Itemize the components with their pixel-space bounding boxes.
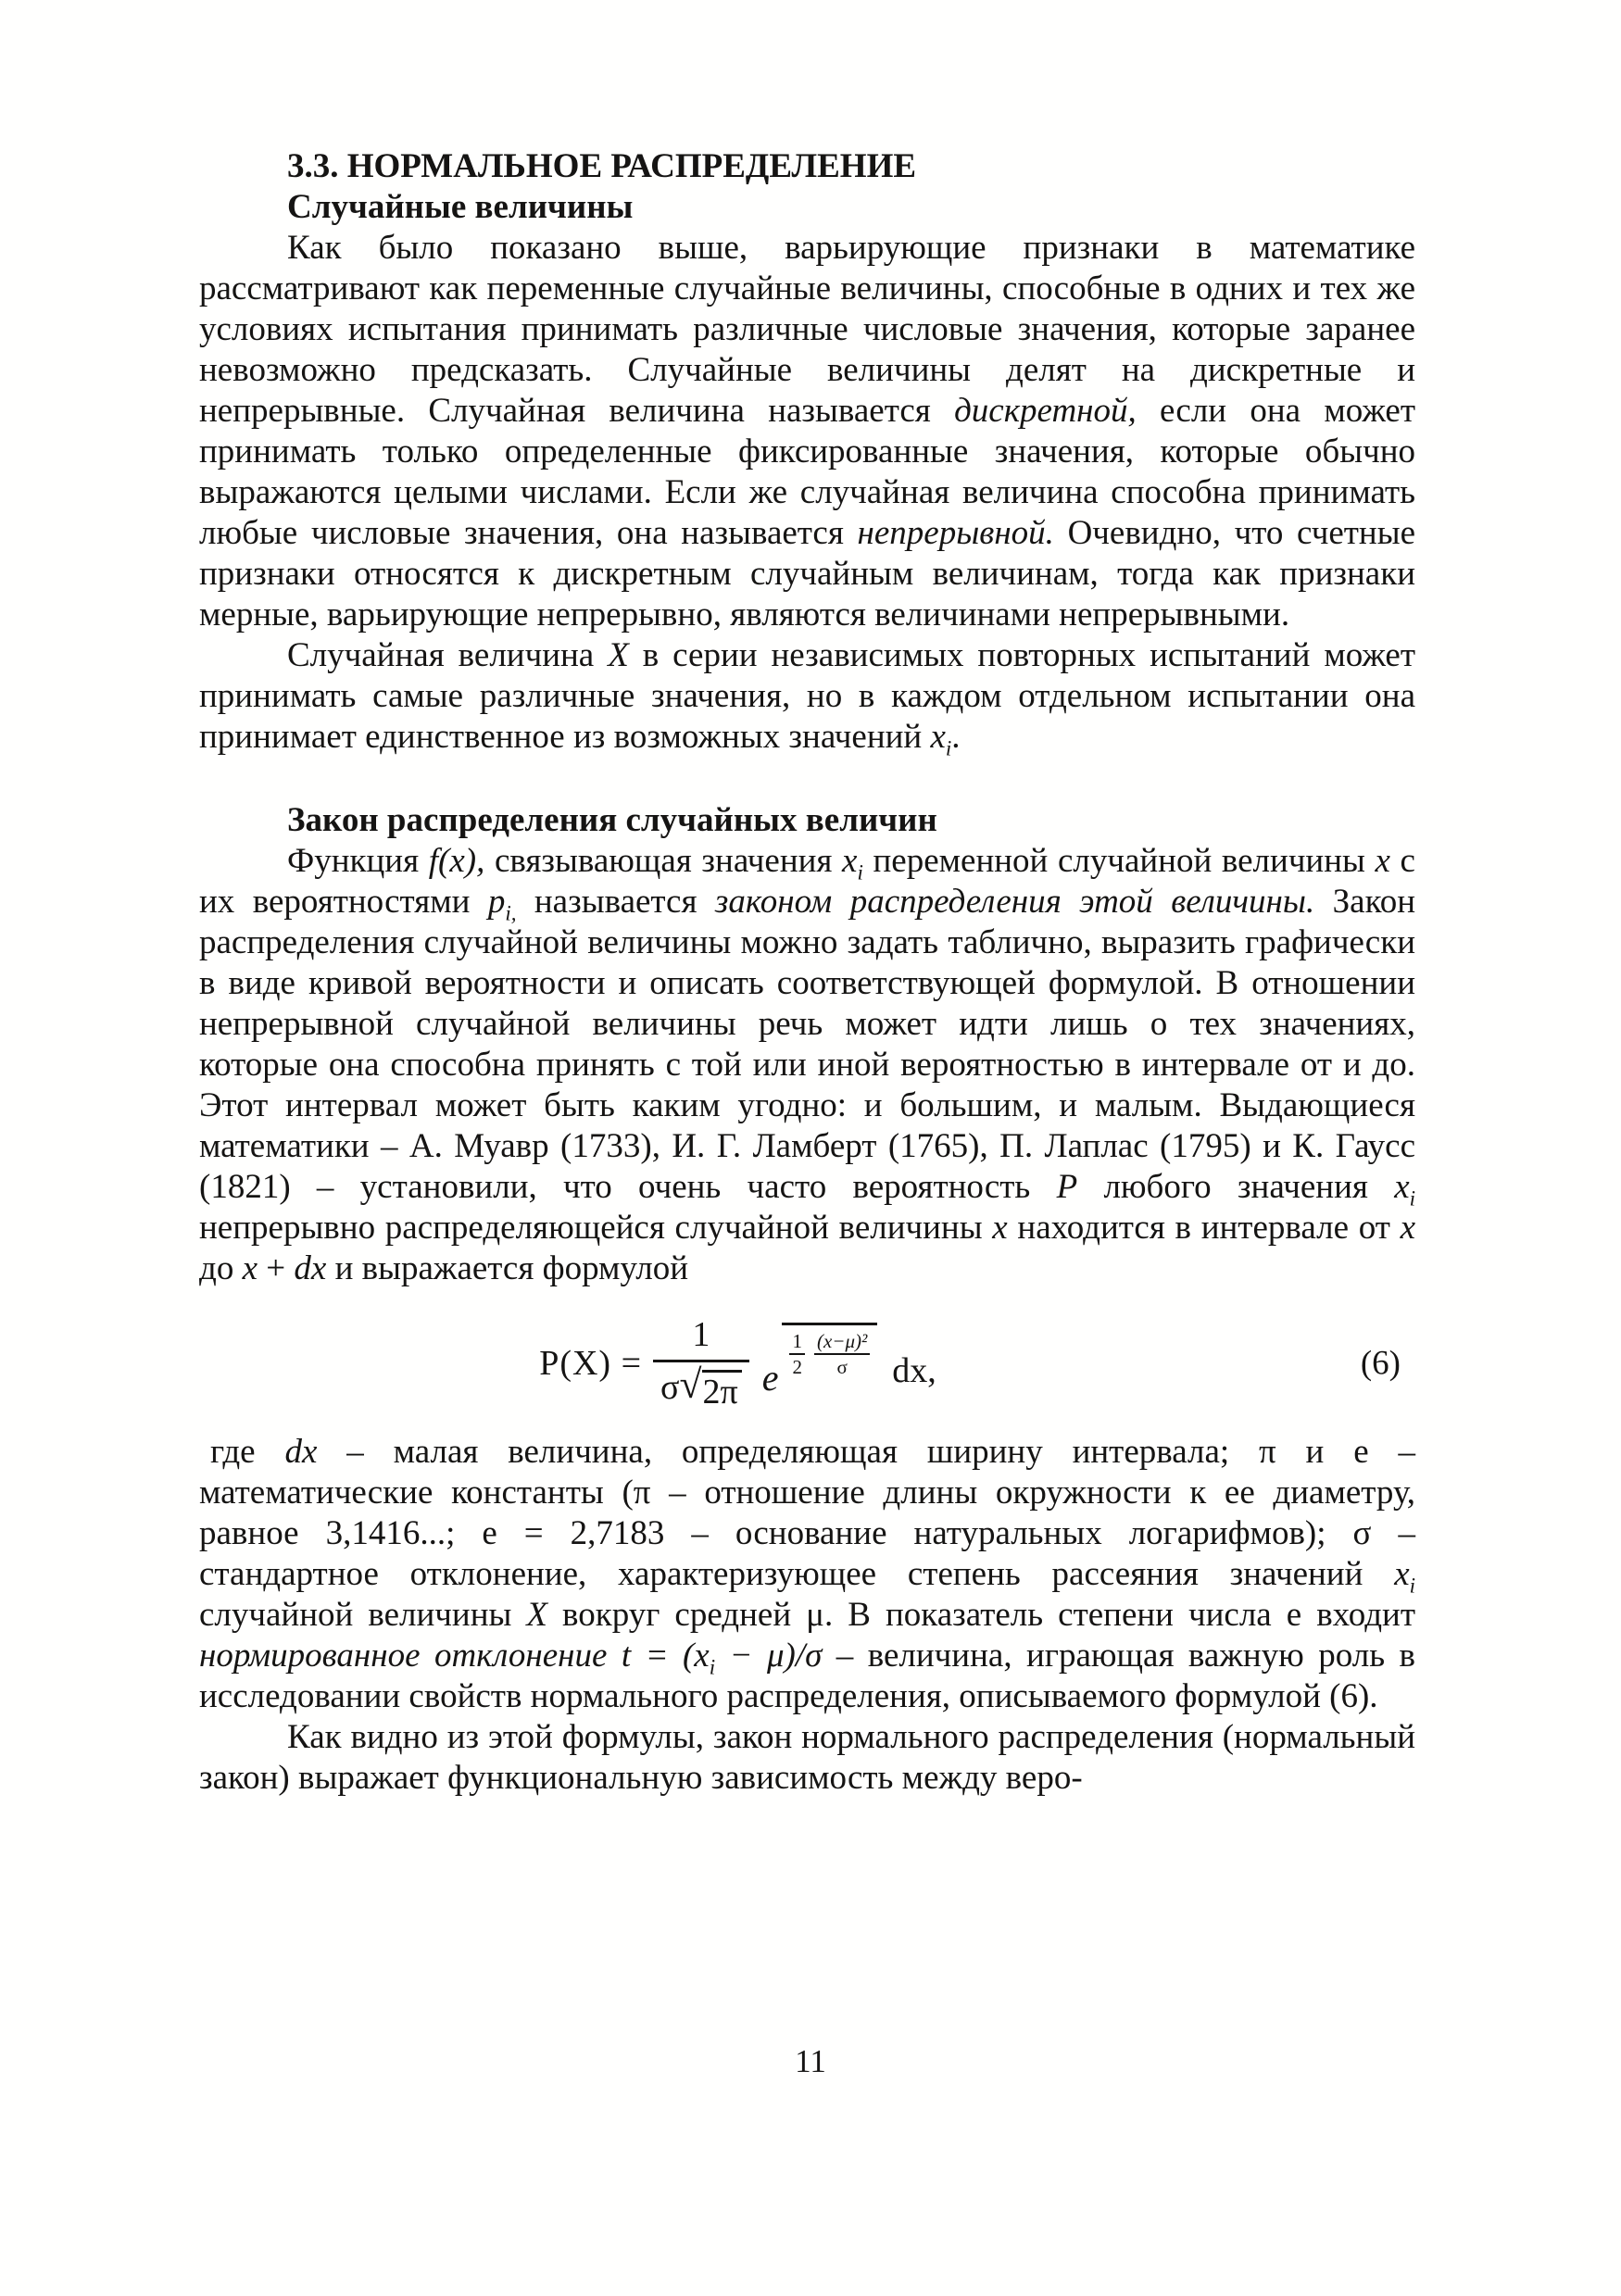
paragraph <box>199 1432 1415 1717</box>
paragraph <box>199 635 1415 758</box>
text-run: x <box>1394 1555 1410 1593</box>
subscript-text: i <box>857 860 863 885</box>
text-run: любого значения <box>1077 1168 1395 1206</box>
text-run: связывающая значения <box>484 842 843 880</box>
text-run: случайной величины <box>199 1596 527 1634</box>
text-run: находится в интервале от <box>1007 1209 1401 1247</box>
text-run: Закон распределения случайной величины можно задать таблично, выразить графически в виде кривой вероятности и описать соответствующей формулой. В отношении непрерывной случайной величины речь может идти лишь о тех значениях, которые она способна принять с той или иной вероятностью в интервале от и до. Этот интервал может быть каким угодно: и большим, и малым. Выдающиеся математики – А. Муавр (1733), И. Г. Ламберт (1765), П. Лаплас (1795) и К. Гаусс (1821) – установили, что очень часто вероятность <box>199 883 1415 1206</box>
text-run: и выражается формулой <box>326 1249 689 1287</box>
text-run: P <box>1056 1168 1078 1206</box>
exponent-fraction-2 <box>814 1330 870 1378</box>
text-run: − μ)/σ <box>715 1637 823 1675</box>
text-run: в серии независимых повторных испытаний может принимать самые различные значения, но в каждом отдельном испытании она принимает единственное из возможных значений <box>199 636 1415 756</box>
formula-expression <box>539 1317 936 1410</box>
text-run: переменной случайной величины <box>862 842 1376 880</box>
text-run: Очевидно, что счетные признаки относятся к дискретным случайным величинам, тогда как признаки мерные, варьирующие непрерывно, являются величинами непрерывными. <box>199 514 1415 634</box>
text-run: называется <box>516 883 715 921</box>
text-run: Как было показано выше, варьирующие признаки в математике рассматривают как переменные случайные величины, способные в одних и тех же условиях испытания принимать различные числовые значения, которые заранее невозможно предсказать. Случайные величины делят на дискретные и непрерывные. Случайная величина называется <box>199 229 1415 430</box>
exp-frac1-denominator: 2 <box>792 1356 802 1378</box>
text-run: x <box>242 1249 258 1287</box>
formula-dx: dx, <box>892 1351 936 1390</box>
text-run: где <box>210 1433 285 1471</box>
euler-e: e <box>761 1356 779 1399</box>
subsection-heading-random-variables: Случайные величины <box>287 188 634 226</box>
fraction-numerator: 1 <box>692 1315 710 1354</box>
text-column <box>199 146 1415 1799</box>
text-run: + <box>258 1249 295 1287</box>
formula-fraction <box>653 1317 749 1410</box>
text-run: X <box>526 1596 547 1634</box>
text-run: нормированное отклонение t <box>199 1637 632 1675</box>
text-run: x <box>1375 842 1390 880</box>
exp-frac2-denominator: σ <box>836 1356 848 1378</box>
paragraph-block-2 <box>199 841 1415 1289</box>
text-run: дискретной, <box>954 392 1137 430</box>
text-run: Случайная величина <box>287 636 609 674</box>
text-run: x <box>1394 1168 1410 1206</box>
text-run: Как видно из этой формулы, закон нормального распределения (нормальный закон) выражает функциональную зависимость между веро- <box>199 1718 1415 1797</box>
text-run: x <box>1400 1209 1415 1247</box>
text-run: f(x), <box>428 842 485 880</box>
text-run: – величина, играющая важную роль в исследовании свойств нормального распределения, описываемого формулой (6). <box>199 1637 1416 1715</box>
text-run: если она может принимать только определенные фиксированные значения, которые обычно выражаются целыми числами. Если же случайная величина способна принимать любые числовые значения, она называется <box>199 392 1415 552</box>
exp-frac1-numerator: 1 <box>789 1330 805 1355</box>
formula-number: (6) <box>1360 1344 1401 1383</box>
paragraph <box>199 228 1415 635</box>
text-run: непрерывной. <box>857 514 1054 552</box>
subscript-text: i <box>709 1655 716 1679</box>
subscript-text: i, <box>505 901 517 925</box>
text-run: непрерывно распределяющейся случайной величины <box>199 1209 993 1247</box>
exponent-fraction-1 <box>789 1330 805 1378</box>
paragraph-block-3 <box>199 1432 1415 1799</box>
fraction-denominator <box>653 1360 749 1410</box>
page-number: 11 <box>795 2043 826 2079</box>
exponent <box>782 1323 877 1378</box>
text-run: = (x <box>631 1637 710 1675</box>
section-title: 3.3. НОРМАЛЬНОЕ РАСПРЕДЕЛЕНИЕ <box>287 147 917 185</box>
subscript-text: i <box>1409 1186 1415 1211</box>
text-run: dx <box>294 1249 327 1287</box>
subscript-text: i <box>1409 1574 1415 1598</box>
text-run: законом распределения этой величины. <box>714 883 1315 921</box>
text-run: . <box>951 718 961 756</box>
exp-frac2-numerator: (x−μ)² <box>814 1330 870 1355</box>
subscript-text: i <box>945 736 952 760</box>
paragraph <box>199 841 1415 1289</box>
text-run: dx <box>284 1433 318 1471</box>
radical-sign: √ <box>679 1362 702 1407</box>
text-run: Функция <box>287 842 429 880</box>
exponential-term <box>761 1329 878 1399</box>
text-run: – малая величина, определяющая ширину интервала; π и e – математические константы (π – отношение длины окружности к ее диаметру, равное 3,1416...; e = 2,7183 – основание натуральных логарифмов); σ – стандартное отклонение, характеризующее степень рассеяния значений <box>199 1433 1415 1593</box>
paragraph-block-1 <box>199 228 1415 758</box>
text-run: до <box>199 1249 243 1287</box>
text-run: x <box>842 842 858 880</box>
sqrt-argument: 2π <box>702 1370 742 1410</box>
sigma-symbol: σ <box>660 1368 680 1407</box>
formula-block <box>199 1317 1415 1410</box>
paragraph <box>199 1717 1415 1799</box>
text-run: p <box>487 883 506 921</box>
text-run: x <box>992 1209 1008 1247</box>
text-run: с их вероятностями <box>199 842 1415 921</box>
subsection-heading-distribution-law: Закон распределения случайных величин <box>287 801 937 839</box>
text-run: X <box>608 636 629 674</box>
text-run: x <box>930 718 946 756</box>
text-run: вокруг средней μ. В показатель степени числа e входит <box>547 1596 1415 1634</box>
formula-lhs: P(X) = <box>539 1344 643 1383</box>
